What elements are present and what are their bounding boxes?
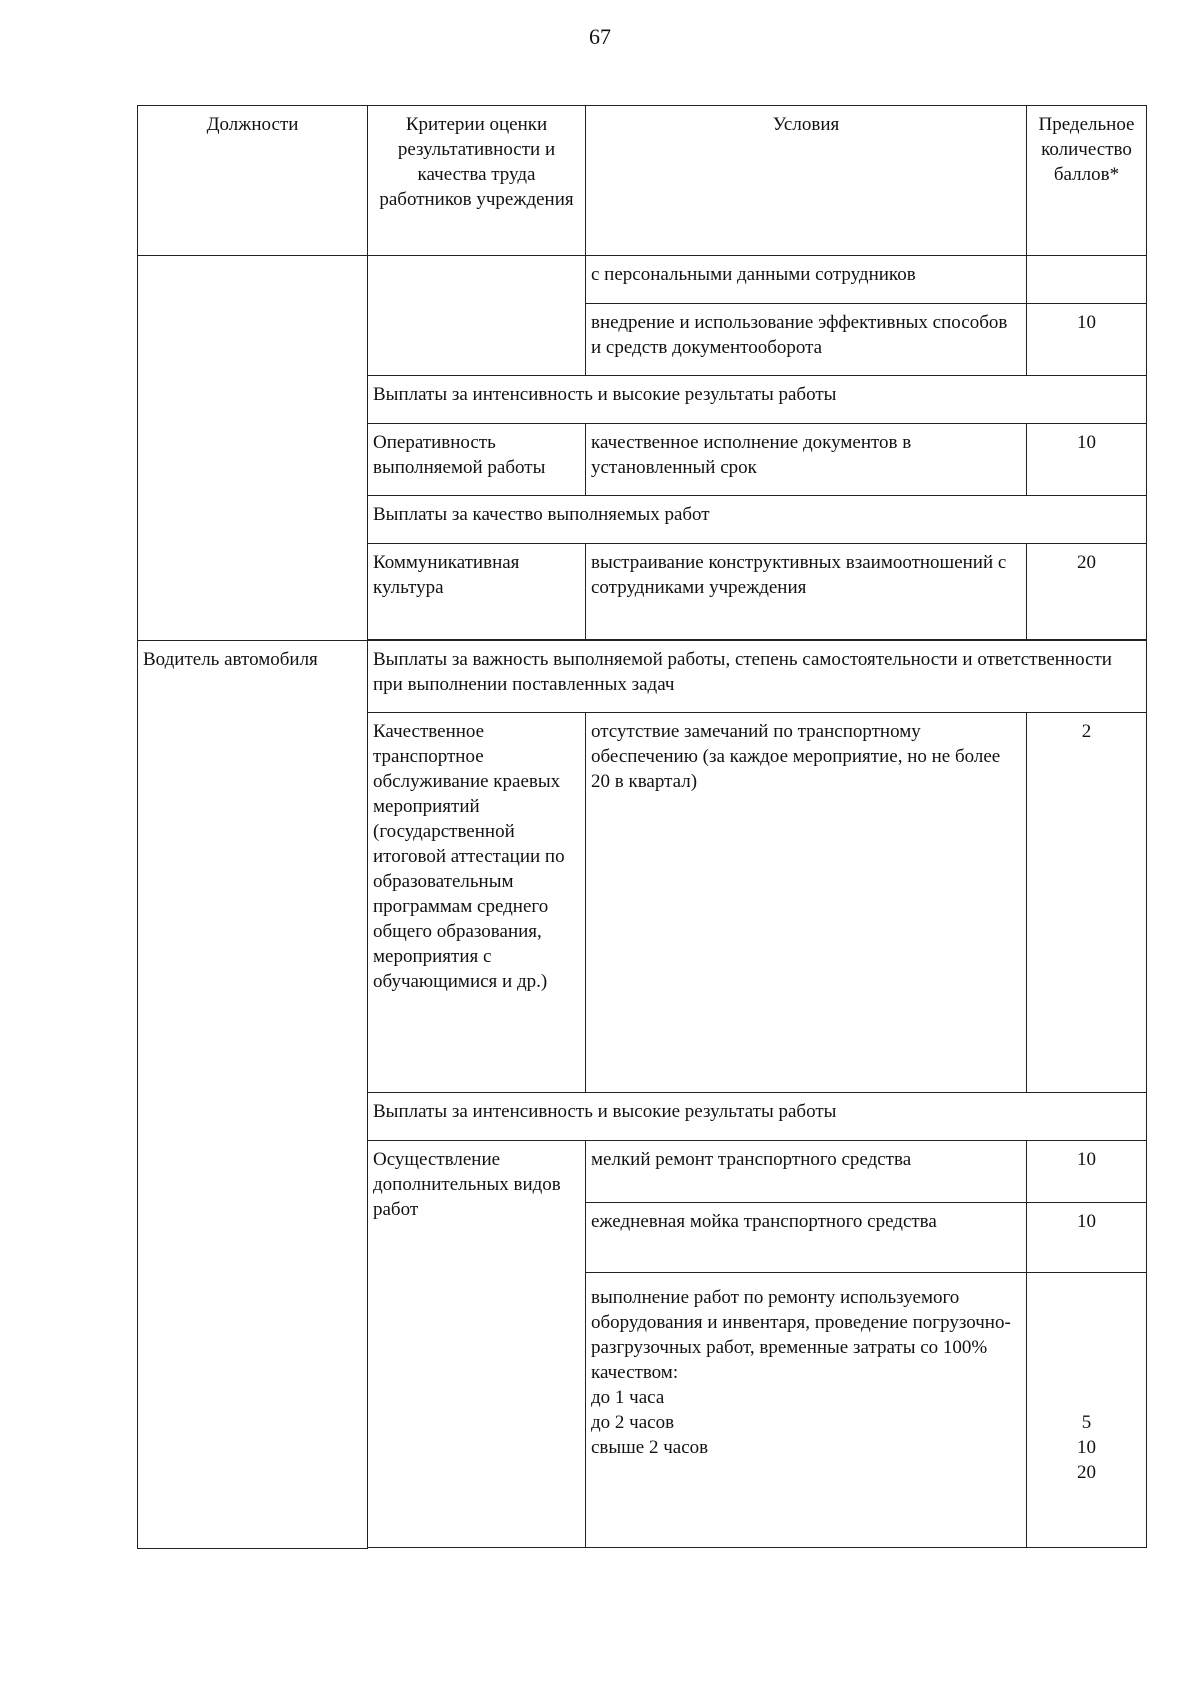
header-position: Должности	[138, 106, 368, 256]
header-criteria: Критерии оценки результативности и качества труда работников учреждения	[368, 106, 586, 256]
tier-points: 10	[1077, 1437, 1096, 1458]
position-cell-continued	[138, 256, 368, 641]
condition-cell: выстраивание конструктивных взаимоотношений с сотрудниками учреждения	[586, 544, 1027, 640]
section-row	[138, 641, 1147, 713]
header-conditions: Условия	[586, 106, 1027, 256]
points-cell-tiers	[1027, 1273, 1147, 1548]
section-heading: Выплаты за интенсивность и высокие результаты работы	[368, 1093, 1147, 1141]
section-heading: Выплаты за важность выполняемой работы, степень самостоятельности и ответственности при выполнении поставленных задач	[368, 641, 1147, 713]
points-cell: 10	[1027, 424, 1147, 496]
criterion-cell: Качественное транспортное обслуживание краевых мероприятий (государственной итоговой аттестации по образовательным программам среднего общего образования, мероприятия с обучающимися и др.)	[368, 713, 586, 1093]
condition-cell: мелкий ремонт транспортного средства	[586, 1141, 1027, 1203]
condition-cell: с персональными данными сотрудников	[586, 256, 1027, 304]
page-number: 67	[589, 24, 611, 49]
header-max-points: Предельное количество баллов*	[1027, 106, 1147, 256]
tiers-intro: выполнение работ по ремонту используемого оборудования и инвентаря, проведение погрузочно-разгрузочных работ, временные затраты со 100% качеством:	[591, 1287, 1011, 1383]
section-heading: Выплаты за интенсивность и высокие результаты работы	[368, 376, 1147, 424]
table-header-row	[138, 106, 1147, 256]
condition-cell: отсутствие замечаний по транспортному обеспечению (за каждое мероприятие, но не более 20 в квартал)	[586, 713, 1027, 1093]
table-row	[138, 256, 1147, 304]
tier-points: 5	[1081, 1412, 1092, 1433]
section-heading: Выплаты за качество выполняемых работ	[368, 496, 1147, 544]
criterion-cell-continued	[368, 256, 586, 376]
position-cell-driver: Водитель автомобиля	[138, 641, 368, 1549]
points-cell: 10	[1027, 304, 1147, 376]
points-cell: 10	[1027, 1141, 1147, 1203]
criterion-cell: Коммуникативная культура	[368, 544, 586, 640]
points-cell: 2	[1027, 713, 1147, 1093]
points-cell: 10	[1027, 1203, 1147, 1273]
condition-cell-tiers	[586, 1273, 1027, 1548]
condition-cell: качественное исполнение документов в установленный срок	[586, 424, 1027, 496]
tier-label: свыше 2 часов	[591, 1437, 709, 1458]
condition-cell: внедрение и использование эффективных способов и средств документооборота	[586, 304, 1027, 376]
tier-label: до 2 часов	[591, 1412, 675, 1433]
criteria-table	[137, 105, 1147, 1549]
points-cell: 20	[1027, 544, 1147, 640]
tier-points: 20	[1077, 1462, 1096, 1483]
criterion-cell: Оперативность выполняемой работы	[368, 424, 586, 496]
condition-cell: ежедневная мойка транспортного средства	[586, 1203, 1027, 1273]
criterion-cell: Осуществление дополнительных видов работ	[368, 1141, 586, 1548]
tier-label: до 1 часа	[591, 1387, 665, 1408]
points-cell	[1027, 256, 1147, 304]
